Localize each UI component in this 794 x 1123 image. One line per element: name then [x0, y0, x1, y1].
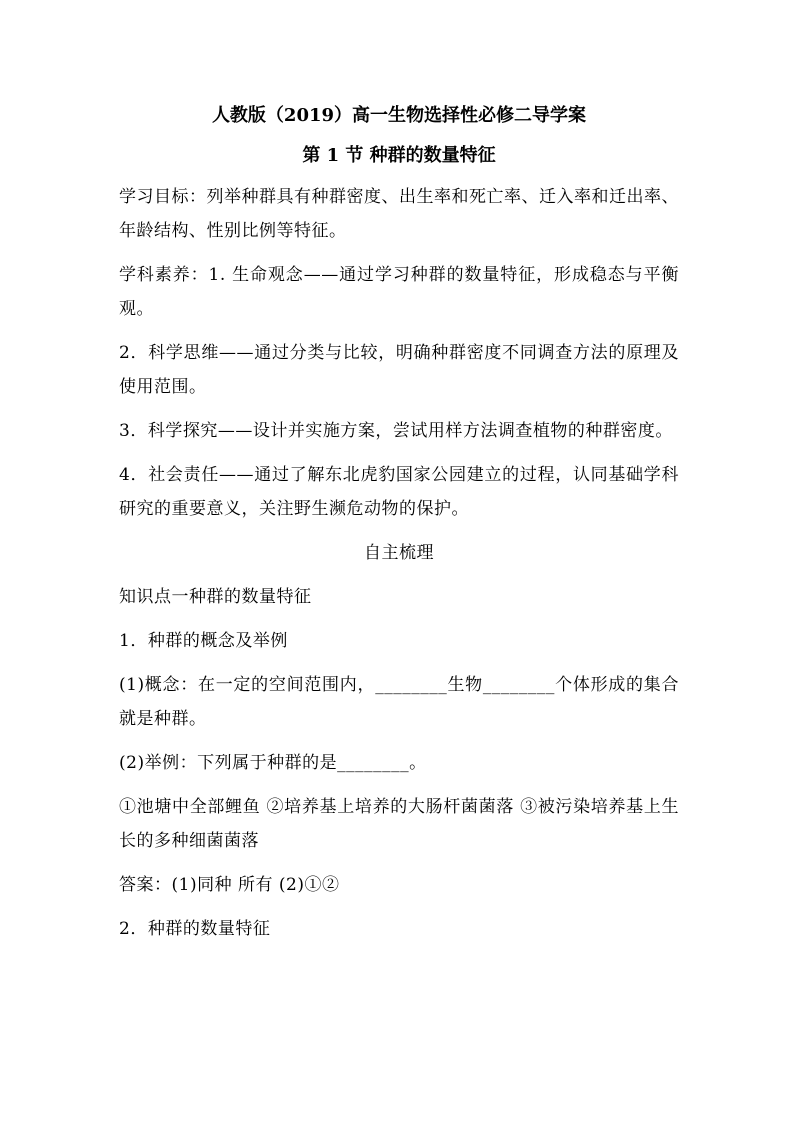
- quantity-features-heading: 2．种群的数量特征: [119, 919, 271, 939]
- learning-objective: 学习目标：列举种群具有种群密度、出生率和死亡率、迁入率和迁出率、年龄结构、性别比例等特征。: [119, 187, 679, 241]
- knowledge-point-heading: 知识点一种群的数量特征: [119, 587, 312, 607]
- document-title: 人教版（2019）高一生物选择性必修二导学案: [211, 105, 587, 126]
- literacy-scientific-inquiry: 3．科学探究——设计并实施方案，尝试用样方法调查植物的种群密度。: [119, 421, 673, 441]
- literacy-social-responsibility: 4．社会责任——通过了解东北虎豹国家公园建立的过程，认同基础学科研究的重要意义，关注野生濒危动物的保护。: [119, 465, 679, 519]
- concept-definition: (1)概念：在一定的空间范围内，________生物________个体形成的集合就是种群。: [119, 675, 679, 729]
- self-study-heading: 自主梳理: [364, 543, 434, 563]
- section-title: 第 1 节 种群的数量特征: [302, 145, 496, 166]
- literacy-scientific-thinking: 2．科学思维——通过分类与比较，明确种群密度不同调查方法的原理及使用范围。: [119, 343, 679, 397]
- example-options: ①池塘中全部鲤鱼 ②培养基上培养的大肠杆菌菌落 ③被污染培养基上生长的多种细菌菌落: [119, 797, 679, 851]
- document-content: [119, 98, 679, 956]
- answer-line: 答案：(1)同种 所有 (2)①②: [119, 875, 340, 895]
- concept-heading: 1．种群的概念及举例: [119, 631, 288, 651]
- example-question: (2)举例：下列属于种群的是________。: [119, 753, 427, 773]
- literacy-life-concept: 学科素养：1. 生命观念——通过学习种群的数量特征，形成稳态与平衡观。: [119, 265, 679, 319]
